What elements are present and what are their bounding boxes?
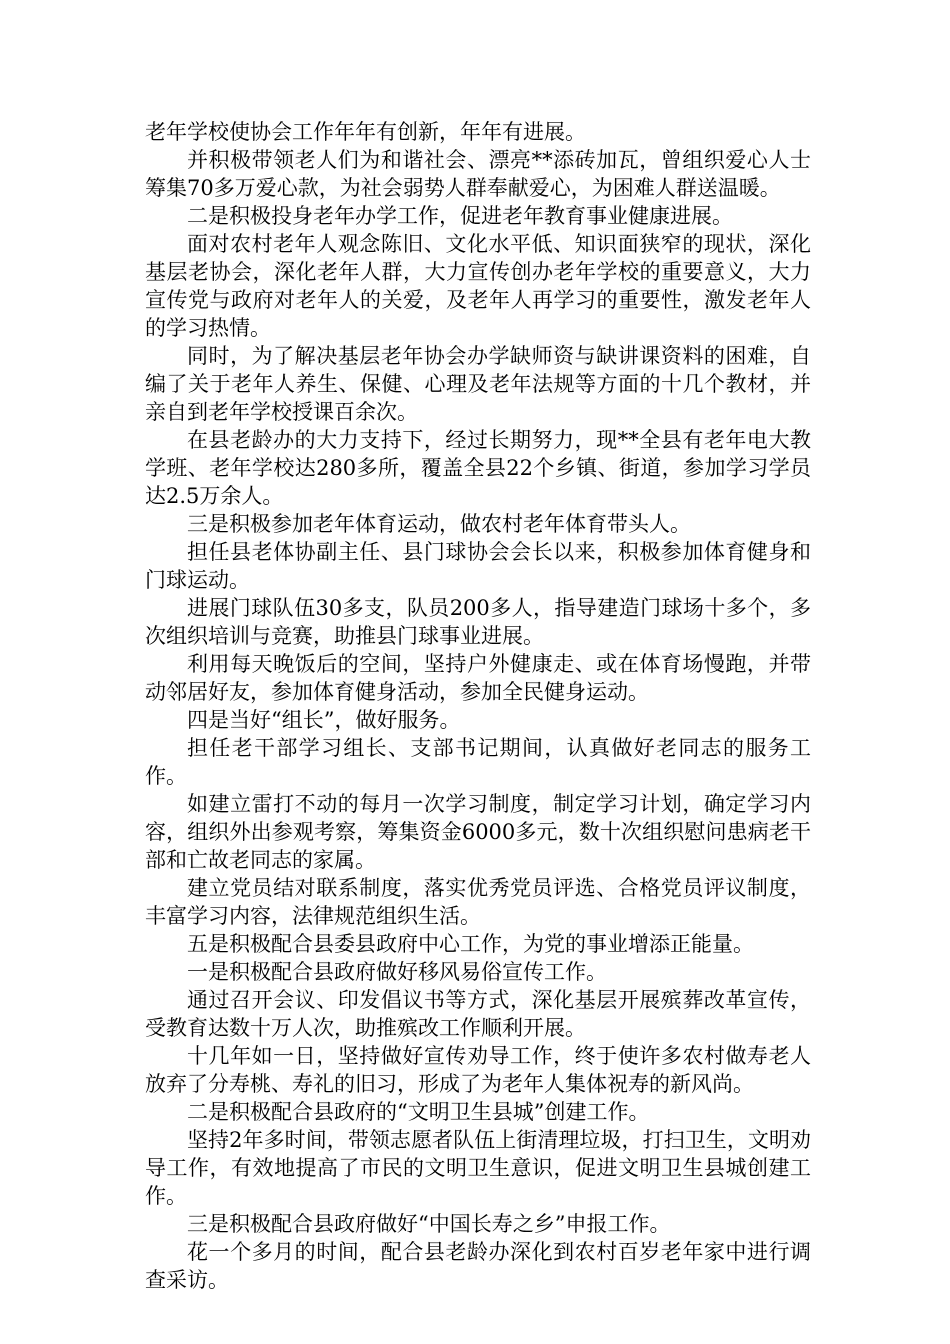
paragraph: 五是积极配合县委县政府中心工作，为党的事业增添正能量。: [187, 932, 754, 956]
paragraph: 三是积极配合县政府做好“中国长寿之乡”申报工作。: [187, 1212, 671, 1236]
paragraph: 二是积极配合县政府的“文明卫生县城”创建工作。: [187, 1100, 650, 1124]
paragraph: 如建立雷打不动的每月一次学习制度，制定学习计划，确定学习内容，组织外出参观考察，筹集资金6000多元，数十次组织慰问患病老干部和亡故老同志的家属。: [145, 792, 811, 872]
paragraph: 坚持2年多时间，带领志愿者队伍上街清理垃圾，打扫卫生，文明劝导工作，有效地提高了市民的文明卫生意识，促进文明卫生县城创建工作。: [145, 1128, 811, 1208]
paragraph: 担任县老体协副主任、县门球协会会长以来，积极参加体育健身和门球运动。: [145, 540, 811, 592]
paragraph: 在县老龄办的大力支持下，经过长期努力，现**全县有老年电大教学班、老年学校达280多所，覆盖全县22个乡镇、街道，参加学习学员达2.5万余人。: [145, 428, 811, 508]
paragraph: 利用每天晚饭后的空间，坚持户外健康走、或在体育场慢跑，并带动邻居好友，参加体育健身活动，参加全民健身运动。: [145, 652, 811, 704]
paragraph: 四是当好“组长”，做好服务。: [187, 708, 461, 732]
paragraph: 一是积极配合县政府做好移风易俗宣传工作。: [187, 960, 607, 984]
paragraph: 老年学校使协会工作年年有创新，年年有进展。: [145, 120, 586, 144]
paragraph: 花一个多月的时间，配合县老龄办深化到农村百岁老年家中进行调查采访。: [145, 1240, 811, 1292]
paragraph: 进展门球队伍30多支，队员200多人，指导建造门球场十多个，多次组织培训与竞赛，助推县门球事业进展。: [145, 596, 811, 648]
paragraph: 担任老干部学习组长、支部书记期间，认真做好老同志的服务工作。: [145, 736, 811, 788]
paragraph: 通过召开会议、印发倡议书等方式，深化基层开展殡葬改革宣传，受教育达数十万人次，助推殡改工作顺利开展。: [145, 988, 811, 1040]
paragraph: 并积极带领老人们为和谐社会、漂亮**添砖加瓦，曾组织爱心人士筹集70多万爱心款，为社会弱势人群奉献爱心，为困难人群送温暖。: [145, 148, 811, 200]
paragraph: 十几年如一日，坚持做好宣传劝导工作，终于使许多农村做寿老人放弃了分寿桃、寿礼的旧习，形成了为老年人集体祝寿的新风尚。: [145, 1044, 811, 1096]
document-page: [145, 118, 811, 1294]
paragraph: 同时，为了解决基层老年协会办学缺师资与缺讲课资料的困难，自编了关于老年人养生、保健、心理及老年法规等方面的十几个教材，并亲自到老年学校授课百余次。: [145, 344, 811, 424]
paragraph: 二是积极投身老年办学工作，促进老年教育事业健康进展。: [187, 204, 733, 228]
paragraph: 三是积极参加老年体育运动，做农村老年体育带头人。: [187, 512, 691, 536]
paragraph: 面对农村老年人观念陈旧、文化水平低、知识面狭窄的现状，深化基层老协会，深化老年人群，大力宣传创办老年学校的重要意义，大力宣传党与政府对老年人的关爱，及老年人再学习的重要性，激发老年人的学习热情。: [145, 232, 811, 340]
paragraph: 建立党员结对联系制度，落实优秀党员评选、合格党员评议制度，丰富学习内容，法律规范组织生活。: [145, 876, 811, 928]
